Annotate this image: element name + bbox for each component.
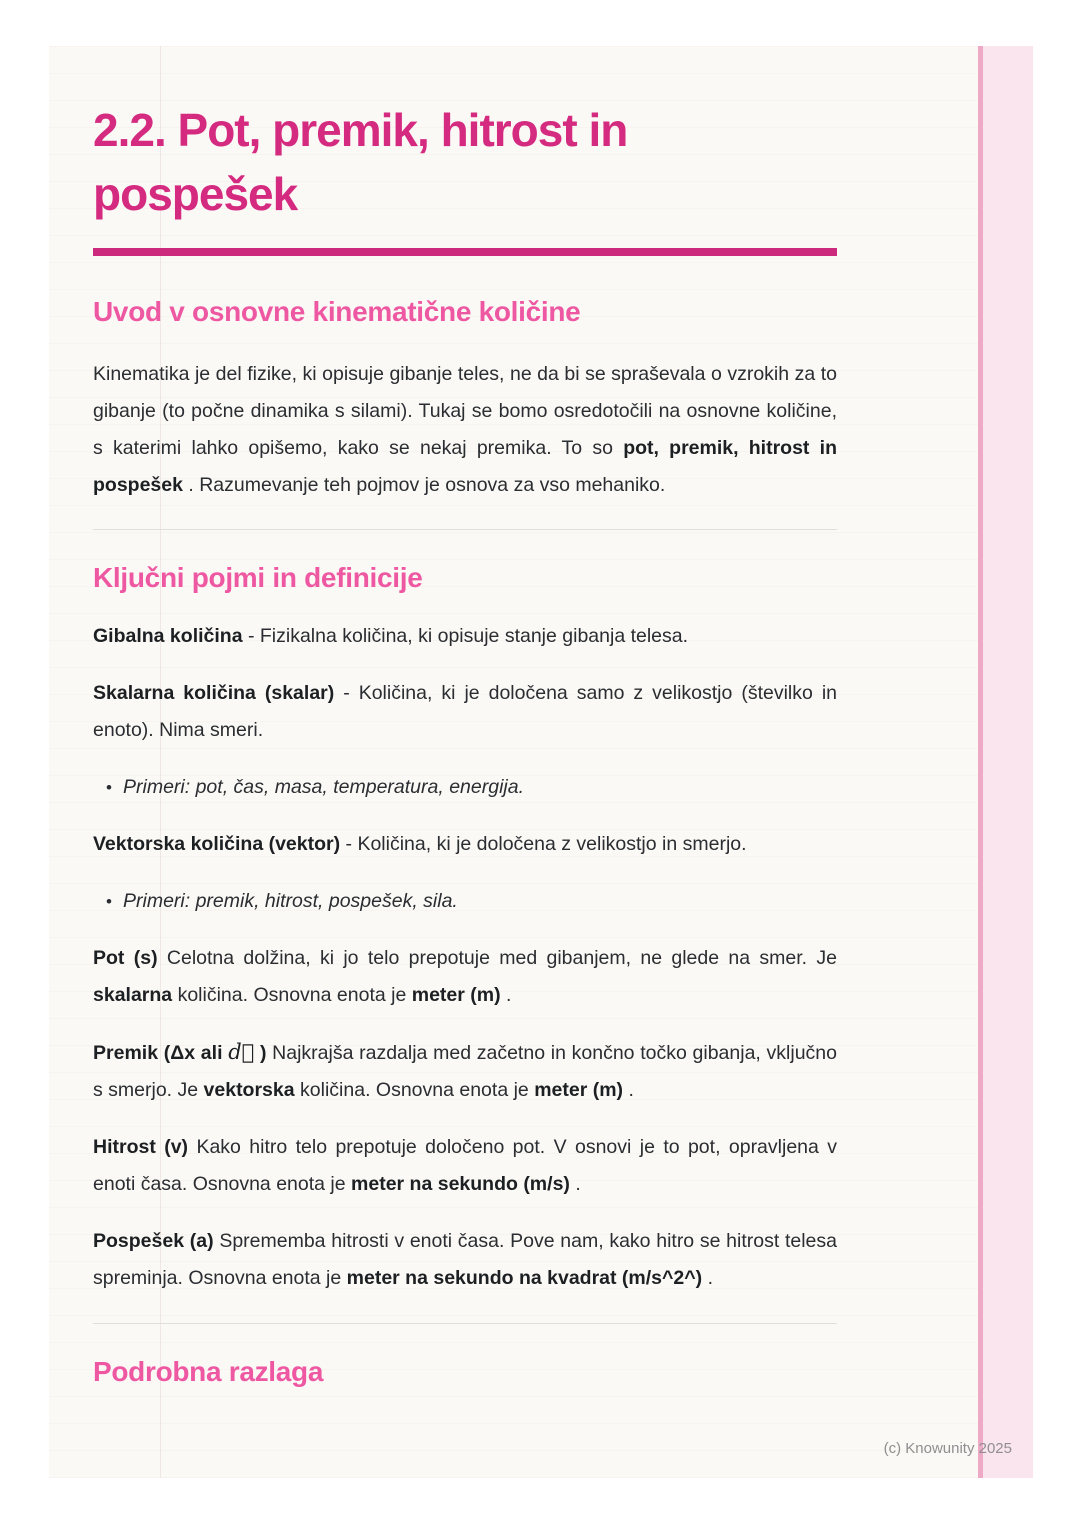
term-pot: Pot (s): [93, 947, 158, 969]
section-heading-kljucni-pojmi: Ključni pojmi in definicije: [93, 562, 423, 593]
page-title: [93, 98, 837, 226]
term-vektorska: Vektorska količina (vektor): [93, 833, 341, 855]
title-underline-rule: [93, 248, 837, 256]
list-item-skalar-primeri: [93, 769, 837, 806]
document-content: [93, 46, 837, 1390]
section-heading-uvod: Uvod v osnovne kinematične količine: [93, 296, 581, 327]
term-pospesek: Pospešek (a): [93, 1230, 214, 1252]
definition-gibalna-kolicina: [93, 618, 837, 655]
def-gibalna-text: - Fizikalna količina, ki opisuje stanje gibanja telesa.: [247, 625, 689, 647]
term-hitrost: Hitrost (v): [93, 1136, 189, 1158]
section-divider-2: [93, 1323, 837, 1324]
vector-d-symbol: d⃗: [228, 1040, 255, 1064]
page-title-line-2: pospešek: [93, 168, 298, 220]
bullet-icon: •: [106, 892, 112, 911]
definition-pospesek: Pospešek (a) Sprememba hitrosti v enoti časa. Pove nam, kako hitro se hitrost telesa spreminja. Osnovna enota je meter na sekundo na kvadrat (m/s^2^) .: [93, 1230, 837, 1289]
term-skalarna: Skalarna količina (skalar): [93, 682, 335, 704]
definition-vektorska-kolicina: [93, 826, 837, 863]
note-card: [49, 46, 1033, 1478]
bullet-icon: •: [106, 778, 112, 797]
list-item-vektor-primeri: [93, 883, 837, 920]
section-heading-podrobna-razlaga: Podrobna razlaga: [93, 1356, 324, 1387]
def-skalarna-text: - Količina, ki je določena samo z velikostjo (številko in enoto). Nima smeri.: [93, 682, 837, 741]
def-vektorska-text: - Količina, ki je določena z velikostjo in smerjo.: [345, 833, 747, 855]
definition-skalarna-kolicina: [93, 675, 837, 749]
intro-text: Kinematika je del fizike, ki opisuje gibanje teles, ne da bi se spraševala o vzrokih za to gibanje (to počne dinamika s silami). Tukaj se bomo osredotočili na osnovne količine, s katerimi lahko opišemo, kako se nekaj premika. To so: [93, 363, 837, 459]
list-item-text: Primeri: premik, hitrost, pospešek, sila.: [123, 890, 458, 912]
term-gibalna: Gibalna količina: [93, 625, 243, 647]
footer-credit: (c) Knowunity 2025: [883, 1440, 1012, 1457]
list-item-text: Primeri: pot, čas, masa, temperatura, energija.: [123, 776, 524, 798]
intro-bold-terms: pot, premik, hitrost in pospešek: [93, 437, 837, 496]
accent-stripe: [978, 46, 1033, 1478]
definition-premik: Premik (Δx ali d⃗ ) Najkrajša razdalja med začetno in končno točko gibanja, vključno s smerjo. Je vektorska količina. Osnovna enota je meter (m) .: [93, 1040, 837, 1101]
definition-pot: Pot (s) Celotna dolžina, ki jo telo prepotuje med gibanjem, ne glede na smer. Je skalarna količina. Osnovna enota je meter (m) .: [93, 947, 837, 1006]
term-premik: Premik (Δx ali: [93, 1042, 229, 1064]
page-title-line-1: 2.2. Pot, premik, hitrost in: [93, 104, 628, 156]
intro-text-end: . Razumevanje teh pojmov je osnova za vso mehaniko.: [188, 474, 666, 496]
section-divider-1: [93, 529, 837, 530]
intro-paragraph: [93, 356, 837, 504]
definition-hitrost: Hitrost (v) Kako hitro telo prepotuje določeno pot. V osnovi je to pot, opravljena v enoti časa. Osnovna enota je meter na sekundo (m/s) .: [93, 1136, 837, 1195]
